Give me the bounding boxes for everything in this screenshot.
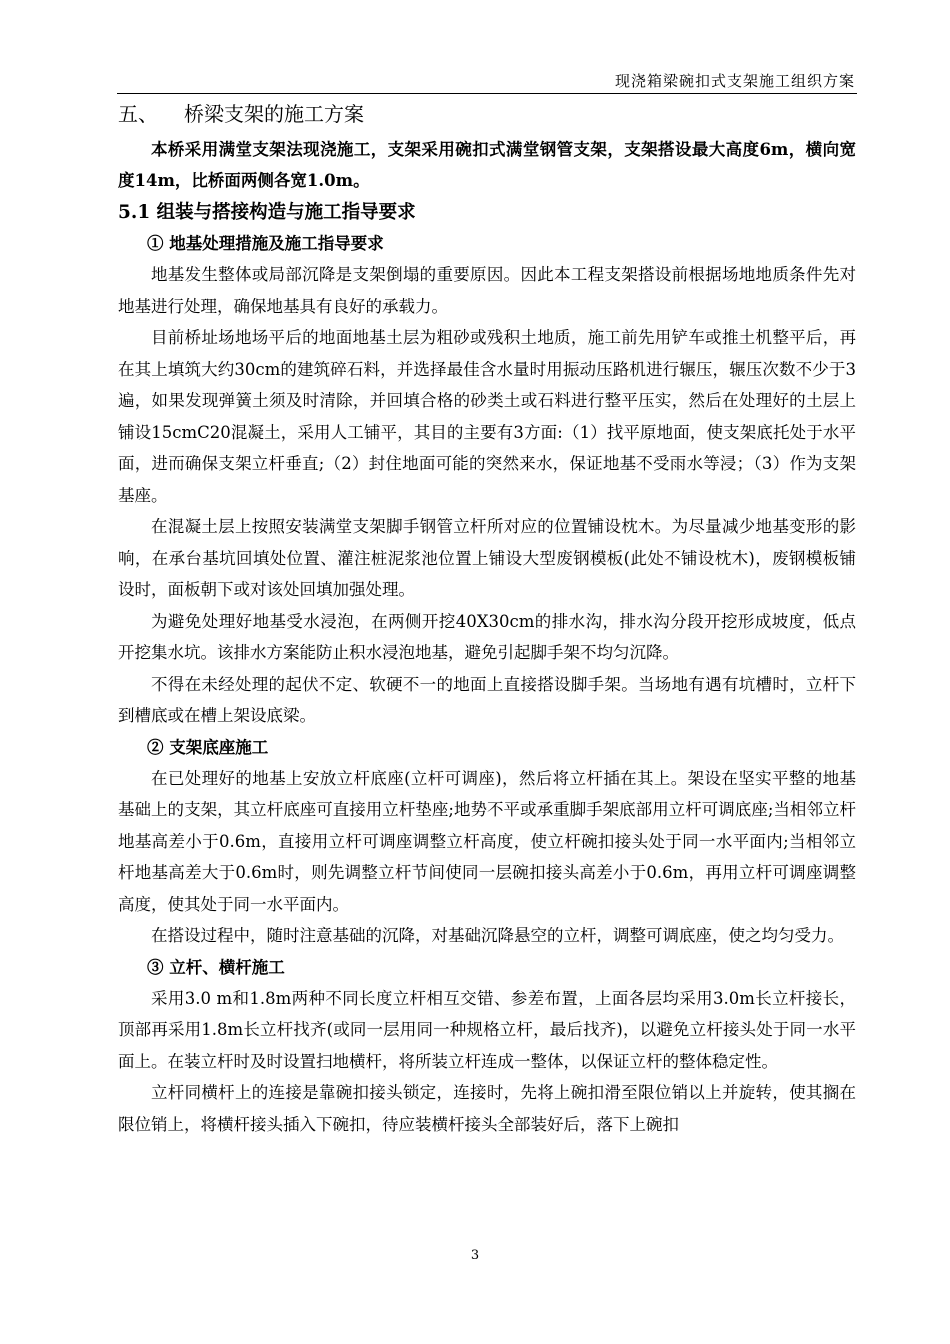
running-header: 现浇箱梁碗扣式支架施工组织方案 — [614, 72, 855, 90]
paragraph: 地基发生整体或局部沉降是支架倒塌的重要原因。因此本工程支架搭设前根据场地地质条件先对地基进行处理，确保地基具有良好的承载力。 — [118, 265, 856, 316]
item-heading-foundation: ① 地基处理措施及施工指导要求 — [147, 234, 384, 253]
paragraph: 采用3.0 m和1.8m两种不同长度立杆相互交错、参差布置，上面各层均采用3.0m长立杆接长，顶部再采用1.8m长立杆找齐(或同一层用同一种规格立杆，最后找齐)，以避免立杆接头处于同一水平面上。在装立杆时及时设置扫地横杆，将所装立杆连成一整体，以保证立杆的整体稳定性。 — [118, 988, 856, 1071]
paragraph: 为避免处理好地基受水浸泡，在两侧开挖40X30cm的排水沟，排水沟分段开挖形成坡度，低点开挖集水坑。该排水方案能防止积水浸泡地基，避免引起脚手架不均匀沉降。 — [118, 611, 856, 662]
page-body — [118, 100, 856, 1140]
section-number: 五、 — [118, 102, 158, 126]
item-heading-poles: ③ 立杆、横杆施工 — [147, 957, 285, 977]
section-lead-paragraph: 本桥采用满堂支架法现浇施工，支架采用碗扣式满堂钢管支架，支架搭设最大高度6m，横向宽度14m，比桥面两侧各宽1.0m。 — [118, 140, 856, 190]
paragraph: 目前桥址场地场平后的地面地基土层为粗砂或残积土地质，施工前先用铲车或推土机整平后，再在其上填筑大约30cm的建筑碎石料，并选择最佳含水量时用振动压路机进行辗压，辗压次数不少于3遍，如果发现弹簧土须及时清除，并回填合格的砂类土或石料进行整平压实，然后在处理好的土层上铺设15cmC20混凝土，采用人工铺平，其目的主要有3方面:（1）找平原地面，使支架底托处于水平面，进而确保支架立杆垂直;（2）封住地面可能的突然来水，保证地基不受雨水等浸；（3）作为支架基座。 — [118, 328, 856, 505]
subsection-heading: 5.1 组装与搭接构造与施工指导要求 — [118, 202, 416, 223]
page-number: 3 — [470, 1248, 480, 1263]
section-heading — [118, 100, 856, 128]
paragraph: 在混凝土层上按照安装满堂支架脚手钢管立杆所对应的位置铺设枕木。为尽量减少地基变形的影响，在承台基坑回填处位置、灌注桩泥浆池位置上铺设大型废钢模板(此处不铺设枕木)，废钢模板铺设时，面板朝下或对该处回填加强处理。 — [118, 517, 856, 599]
header-divider — [117, 93, 857, 94]
paragraph: 不得在未经处理的起伏不定、软硬不一的地面上直接搭设脚手架。当场地有遇有坑槽时，立杆下到槽底或在槽上架设底梁。 — [118, 674, 856, 725]
item-heading-base: ② 支架底座施工 — [147, 737, 269, 757]
paragraph: 在已处理好的地基上安放立杆底座(立杆可调座)，然后将立杆插在其上。架设在坚实平整的地基基础上的支架，其立杆底座可直接用立杆垫座;地势不平或承重脚手架底部用立杆可调底座;当相邻立杆地基高差小于0.6m，直接用立杆可调座调整立杆高度，使立杆碗扣接头处于同一水平面内;当相邻立杆地基高差大于0.6m时，则先调整立杆节间使同一层碗扣接头高差小于0.6m，再用立杆可调座调整高度，使其处于同一水平面内。 — [118, 768, 856, 914]
section-title: 桥梁支架的施工方案 — [184, 102, 364, 126]
paragraph: 立杆同横杆上的连接是靠碗扣接头锁定，连接时，先将上碗扣滑至限位销以上并旋转，使其搁在限位销上，将横杆接头插入下碗扣，待应装横杆接头全部装好后，落下上碗扣 — [118, 1083, 856, 1134]
paragraph: 在搭设过程中，随时注意基础的沉降，对基础沉降悬空的立杆，调整可调底座，使之均匀受力。 — [151, 926, 844, 945]
